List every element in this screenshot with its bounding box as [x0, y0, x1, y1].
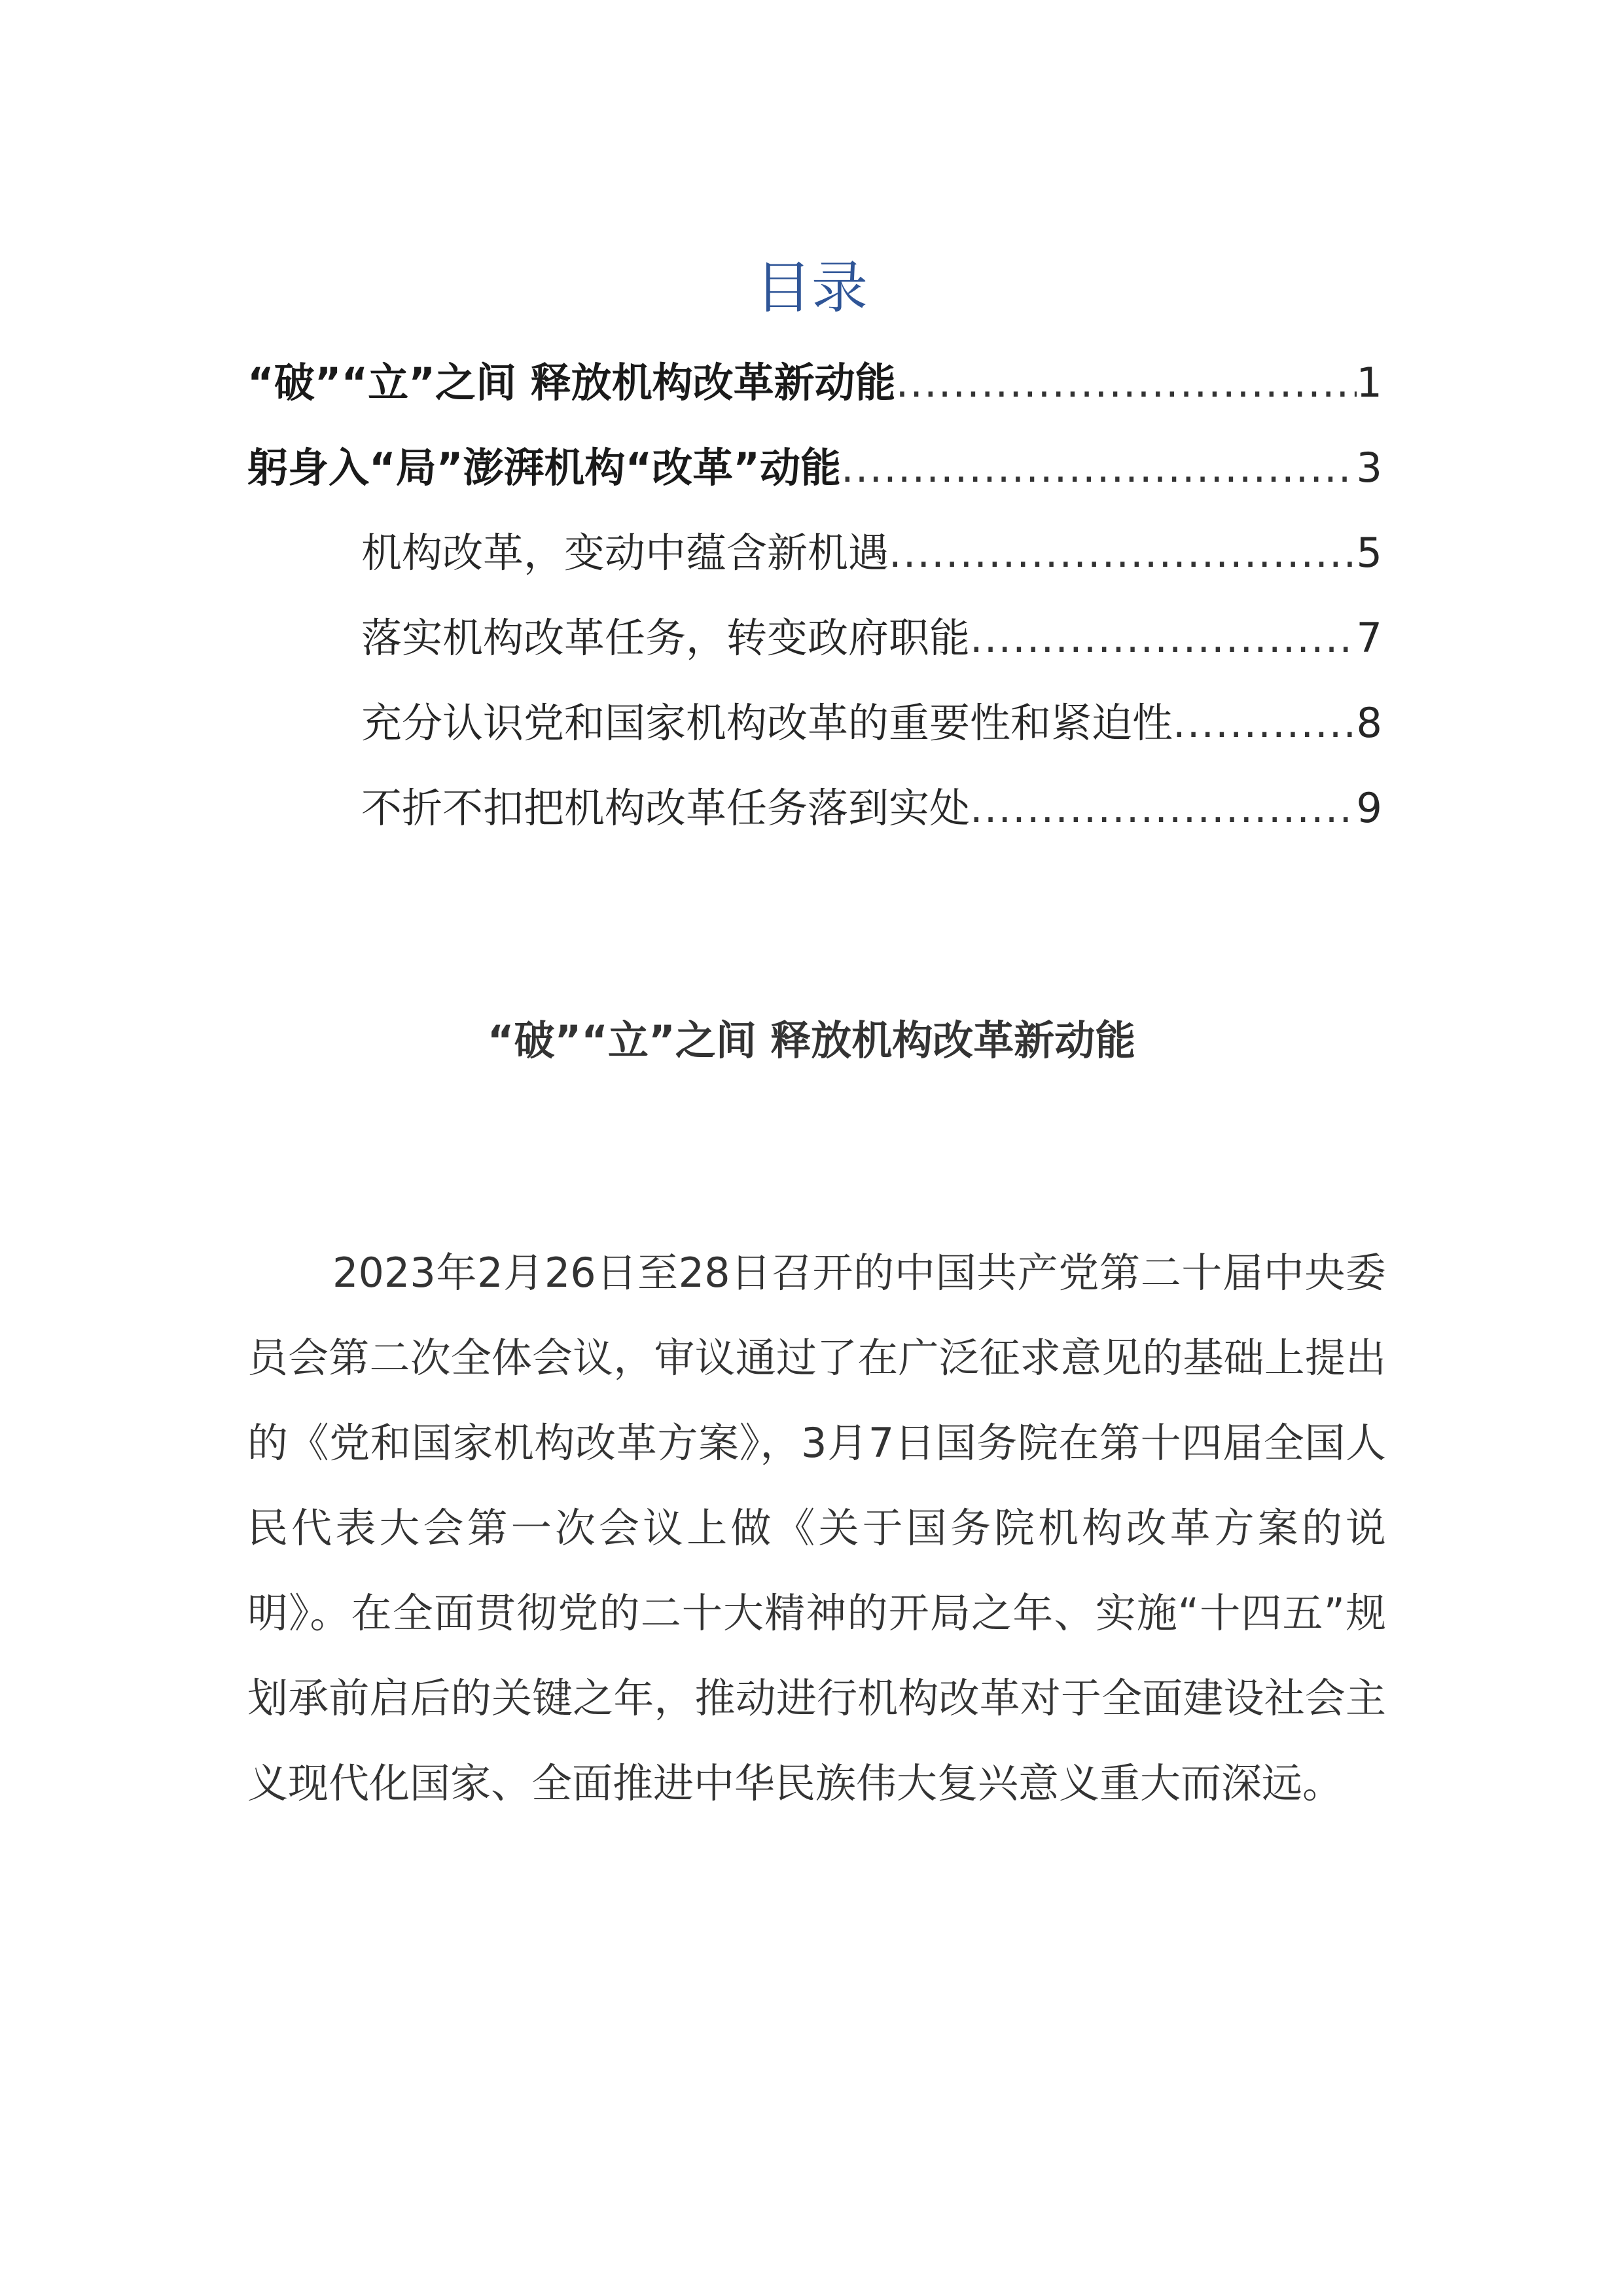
- toc-entry[interactable]: [247, 340, 1382, 425]
- toc-page-number: 1: [1356, 359, 1382, 406]
- toc-entry[interactable]: [247, 596, 1382, 681]
- section-heading: “破”“立”之间 释放机构改革新动能: [487, 1016, 1136, 1064]
- toc-entry-label: 躬身入“局”澎湃机构“改革”动能: [247, 444, 841, 492]
- toc-entry-label: 机构改革，变动中蕴含新机遇: [361, 529, 889, 577]
- body-paragraph: 2023年2月26日至28日召开的中国共产党第二十届中央委员会第二次全体会议，审议通过了在广泛征求意见的基础上提出的《党和国家机构改革方案》，3月7日国务院在第十四届全国人民代表大会第一次会议上做《关于国务院机构改革方案的说明》。在全面贯彻党的二十大精神的开局之年、实施“十四五”规划承前启后的关键之年，推动进行机构改革对于全面建设社会主义现代化国家、全面推进中华民族伟大复兴意义重大而深远。: [247, 1249, 1386, 1807]
- toc-dot-leader: [1173, 681, 1357, 766]
- toc-entry[interactable]: [247, 511, 1382, 596]
- toc-entry-label: 落实机构改革任务，转变政府职能: [361, 614, 971, 662]
- toc-page-number: 7: [1356, 614, 1382, 662]
- toc-dot-leader: [970, 766, 1357, 851]
- toc-dot-leader: [841, 425, 1357, 511]
- toc-page-number: 9: [1356, 784, 1382, 832]
- toc-title: 目录: [755, 255, 868, 321]
- toc-page-number: 3: [1356, 444, 1382, 492]
- toc-page-number: 5: [1356, 529, 1382, 577]
- table-of-contents: [247, 340, 1382, 851]
- toc-entry-label: 充分认识党和国家机构改革的重要性和紧迫性: [361, 699, 1173, 747]
- toc-dot-leader: [896, 340, 1357, 425]
- toc-entry[interactable]: [247, 425, 1382, 511]
- toc-dot-leader: [889, 511, 1357, 596]
- toc-entry[interactable]: [247, 766, 1382, 851]
- toc-entry[interactable]: [247, 681, 1382, 766]
- toc-entry-label: “破”“立”之间 释放机构改革新动能: [247, 359, 896, 406]
- toc-page-number: 8: [1356, 699, 1382, 747]
- toc-entry-label: 不折不扣把机构改革任务落到实处: [361, 784, 971, 832]
- toc-dot-leader: [970, 596, 1357, 681]
